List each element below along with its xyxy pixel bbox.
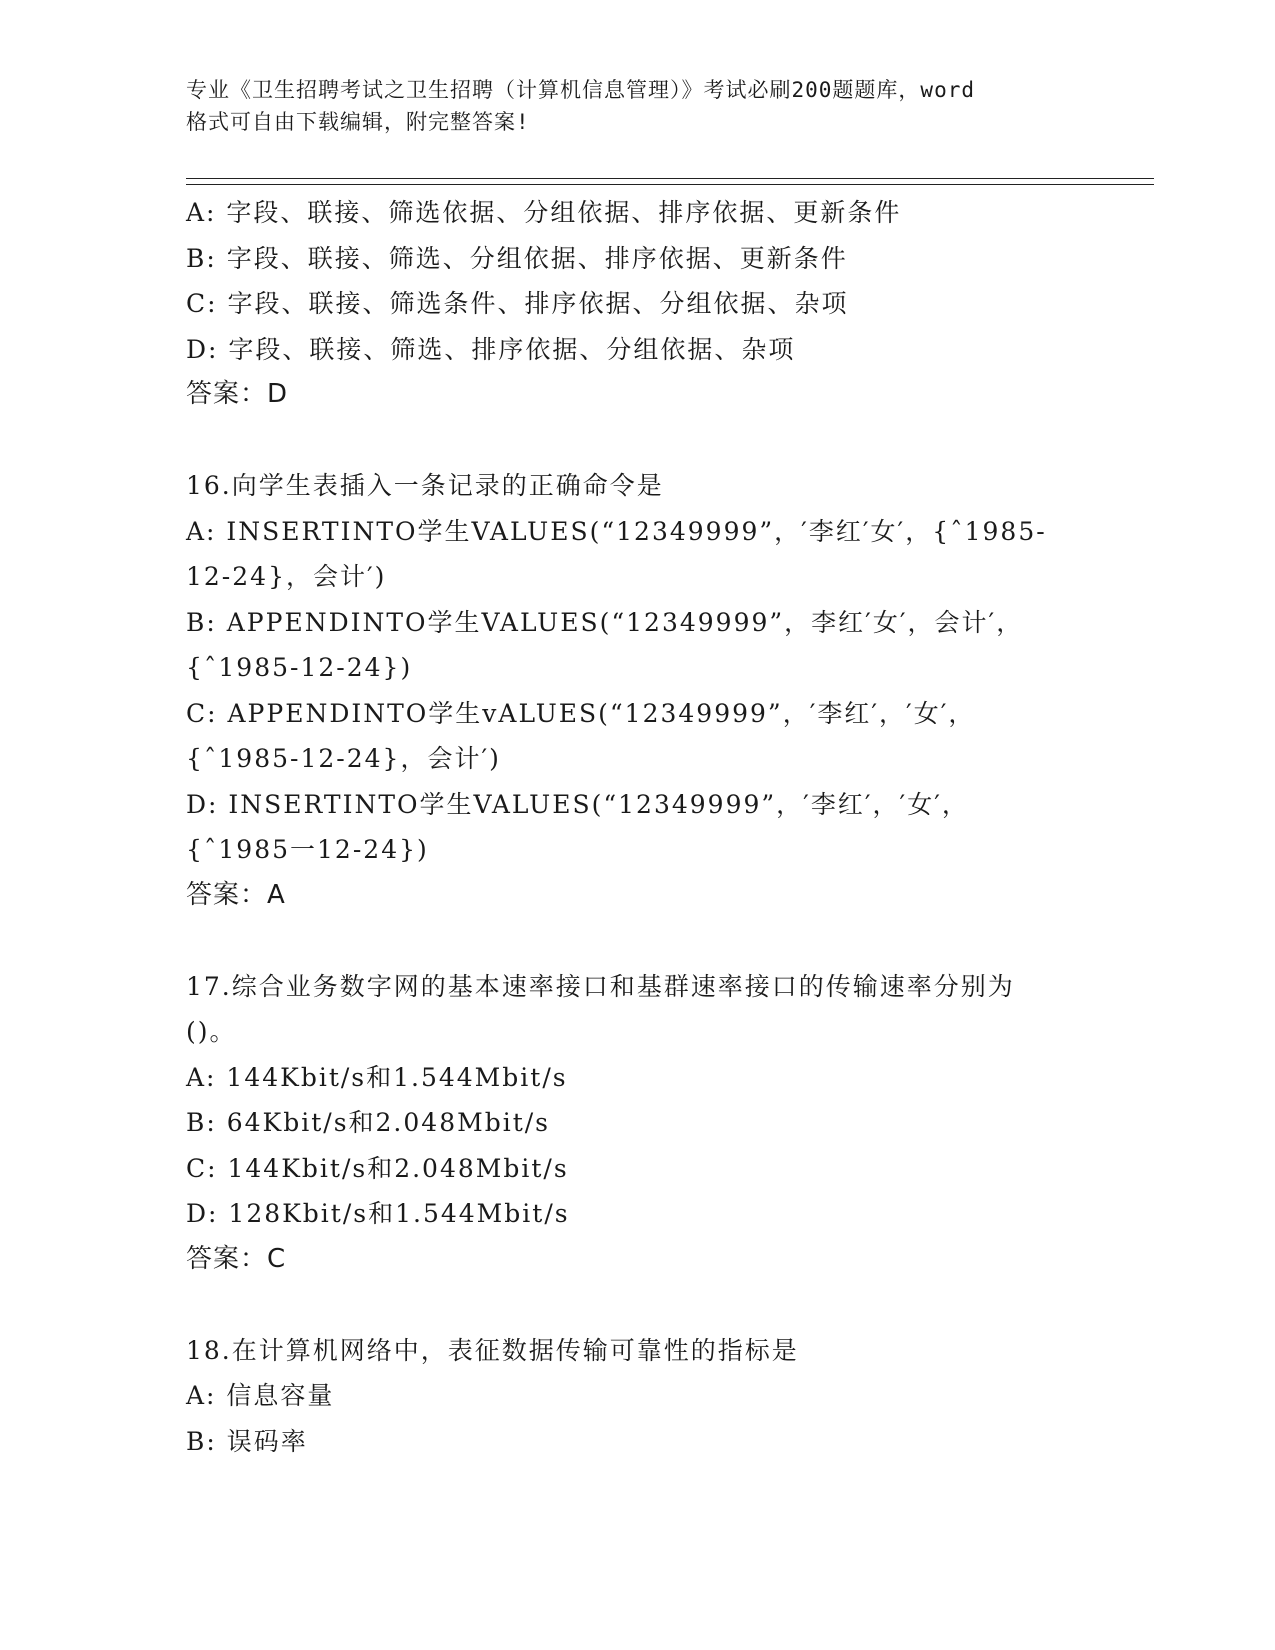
q17-option-b: B: 64Kbit/s和2.048Mbit/s [186,1108,550,1137]
q17-option-d: D: 128Kbit/s和1.544Mbit/s [186,1199,570,1228]
q18-option-b: B: 误码率 [186,1426,308,1456]
q16-option-b-line-2: {ˆ1985-12-24}) [186,653,413,682]
question-15-block [186,190,1086,418]
question-list [186,190,1086,1464]
header-divider-bottom [186,184,1154,185]
q16-option-d-line-2: {ˆ1985一12-24}) [186,835,429,864]
document-header [186,74,1086,138]
q17-option-a: A: 144Kbit/s和1.544Mbit/s [186,1062,568,1092]
spacer [186,418,1086,464]
q18-question: 18.在计算机网络中，表征数据传输可靠性的指标是 [186,1335,799,1365]
q15-option-c: C: 字段、联接、筛选条件、排序依据、分组依据、杂项 [186,289,849,318]
q16-option-c-line-2: {ˆ1985-12-24}，会计′) [186,744,501,773]
q16-option-d-line-1: D: INSERTINTO学生VALUES(“12349999”，′李红′，′女′， [186,789,969,819]
q15-option-a: A: 字段、联接、筛选依据、分组依据、排序依据、更新条件 [186,198,902,227]
q16-option-a-line-1: A: INSERTINTO学生VALUES(“12349999”，′李红′女′，{ˆ1985- [186,516,1047,546]
q16-option-c-line-1: C: APPENDINTO学生vALUES(“12349999”，′李红′，′女′， [186,698,976,728]
spacer [186,1282,1086,1328]
q16-answer: 答案：A [186,879,286,910]
header-title-line-1: 专业《卫生招聘考试之卫生招聘（计算机信息管理）》考试必刷200题题库，word [186,78,975,102]
q17-question-line-2: ()。 [186,1017,237,1046]
q16-option-b-line-1: B: APPENDINTO学生VALUES(“12349999”，李红′女′，会计′， [186,607,1024,637]
question-16-block [186,463,1086,918]
header-title-line-2: 格式可自由下载编辑，附完整答案! [186,110,530,134]
q16-option-a-line-2: 12-24}，会计′) [186,562,387,591]
spacer [186,918,1086,964]
q17-answer: 答案：C [186,1243,287,1274]
q17-option-c: C: 144Kbit/s和2.048Mbit/s [186,1153,569,1183]
question-17-block [186,964,1086,1283]
question-18-block [186,1328,1086,1465]
q15-option-b: B: 字段、联接、筛选、分组依据、排序依据、更新条件 [186,243,848,273]
q18-option-a: A: 信息容量 [186,1381,335,1410]
q16-question: 16.向学生表插入一条记录的正确命令是 [186,471,664,500]
q17-question-line-1: 17.综合业务数字网的基本速率接口和基群速率接口的传输速率分别为 [186,971,1015,1001]
q15-option-d: D: 字段、联接、筛选、排序依据、分组依据、杂项 [186,334,796,364]
header-divider-top [186,178,1154,179]
q15-answer: 答案：D [186,379,289,409]
